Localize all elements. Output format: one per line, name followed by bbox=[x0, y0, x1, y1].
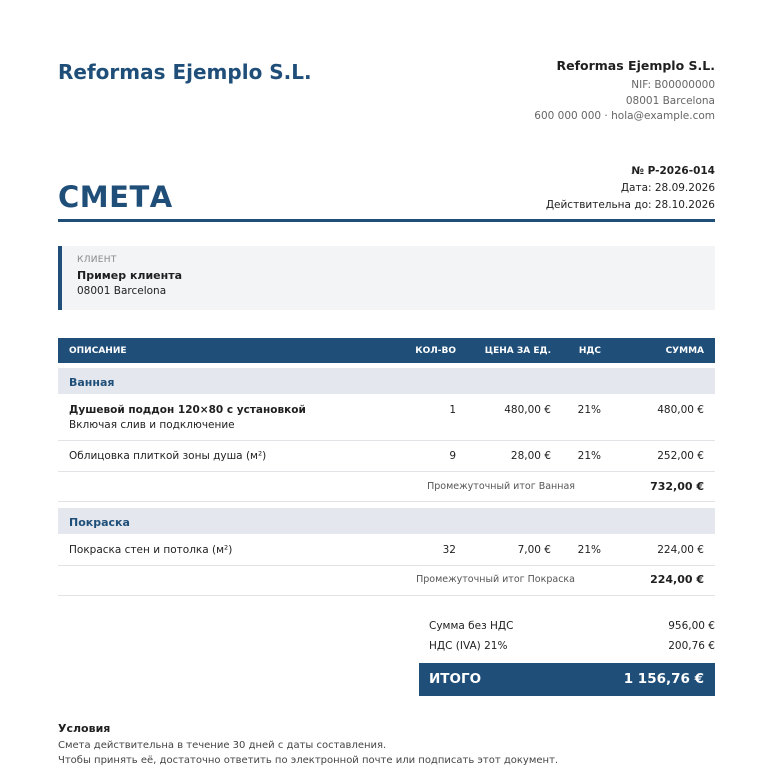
item-unit-price: 480,00 € bbox=[504, 404, 551, 416]
table-row bbox=[58, 535, 715, 566]
brand-logo-text: Reformas Ejemplo S.L. bbox=[58, 60, 312, 84]
document-meta bbox=[546, 163, 715, 214]
client-label: КЛИЕНТ bbox=[77, 255, 117, 265]
item-note: Включая слив и подключение bbox=[69, 419, 235, 431]
subtotal-label: Промежуточный итог Ванная bbox=[427, 481, 575, 492]
net-total-value: 956,00 € bbox=[668, 620, 715, 632]
item-vat: 21% bbox=[577, 450, 601, 462]
title-divider bbox=[58, 219, 715, 222]
item-vat: 21% bbox=[577, 404, 601, 416]
header-unit-price: ЦЕНА ЗА ЕД. bbox=[484, 346, 551, 356]
document-valid-until: Действительна до: 28.10.2026 bbox=[545, 199, 715, 211]
conditions-title: Условия bbox=[58, 722, 111, 735]
document-date: Дата: 28.09.2026 bbox=[620, 182, 715, 194]
company-nif: NIF: B00000000 bbox=[631, 79, 715, 91]
company-details bbox=[534, 58, 715, 125]
table-header bbox=[58, 338, 715, 363]
client-address: 08001 Barcelona bbox=[77, 285, 167, 297]
item-description: Душевой поддон 120×80 с установкой bbox=[69, 404, 306, 416]
header-sum: СУММА bbox=[665, 346, 704, 356]
grand-total-value: 1 156,76 € bbox=[623, 671, 704, 687]
net-total-label: Сумма без НДС bbox=[429, 620, 514, 632]
item-sum: 224,00 € bbox=[657, 544, 704, 556]
company-city: 08001 Barcelona bbox=[625, 94, 715, 107]
client-name: Пример клиента bbox=[77, 269, 183, 282]
item-vat: 21% bbox=[577, 544, 601, 556]
item-description: Покраска стен и потолка (м²) bbox=[69, 544, 233, 556]
net-total-row bbox=[429, 620, 715, 634]
subtotal-label: Промежуточный итог Покраска bbox=[416, 574, 575, 585]
document-title: СМЕТА bbox=[58, 180, 173, 214]
section-header-bathroom: Ванная bbox=[58, 368, 715, 394]
header-vat: НДС bbox=[578, 346, 601, 356]
table-row bbox=[58, 441, 715, 472]
vat-total-label: НДС (IVA) 21% bbox=[429, 640, 508, 652]
subtotal-row-painting bbox=[58, 566, 715, 596]
item-description: Облицовка плиткой зоны душа (м²) bbox=[69, 450, 267, 462]
client-block bbox=[58, 246, 715, 310]
company-contact: 600 000 000 · hola@example.com bbox=[534, 110, 715, 122]
subtotal-value: 732,00 € bbox=[650, 480, 704, 493]
grand-total-label: ИТОГО bbox=[429, 671, 482, 687]
header-qty: КОЛ-ВО bbox=[415, 346, 456, 356]
document-number: № P-2026-014 bbox=[631, 165, 715, 177]
subtotal-value: 224,00 € bbox=[650, 573, 704, 586]
conditions-line: Чтобы принять её, достаточно ответить по электронной почте или подписать этот документ. bbox=[58, 755, 559, 766]
item-sum: 252,00 € bbox=[657, 450, 704, 462]
subtotal-row-bathroom bbox=[58, 472, 715, 502]
vat-total-row bbox=[429, 640, 715, 654]
grand-total-box bbox=[419, 663, 715, 696]
item-unit-price: 7,00 € bbox=[517, 544, 551, 556]
company-name: Reformas Ejemplo S.L. bbox=[556, 58, 715, 73]
header-description: ОПИСАНИЕ bbox=[69, 346, 127, 356]
section-header-painting: Покраска bbox=[58, 508, 715, 534]
table-row bbox=[58, 394, 715, 441]
item-unit-price: 28,00 € bbox=[510, 450, 551, 462]
conditions-line: Смета действительна в течение 30 дней с даты составления. bbox=[58, 740, 387, 751]
vat-total-value: 200,76 € bbox=[668, 640, 715, 652]
item-qty: 32 bbox=[442, 544, 456, 556]
item-qty: 9 bbox=[449, 450, 456, 462]
item-qty: 1 bbox=[449, 404, 456, 416]
item-sum: 480,00 € bbox=[657, 404, 704, 416]
